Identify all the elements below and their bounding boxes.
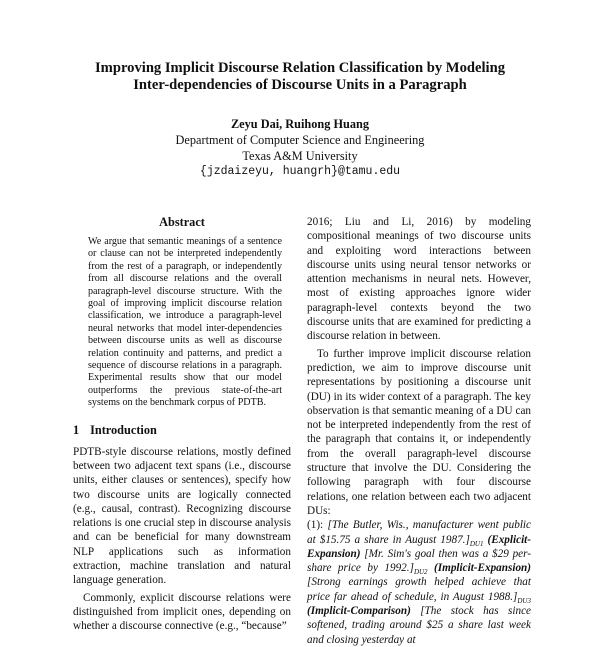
example-relation-2: (Implicit-Expansion) (434, 562, 531, 575)
example-label: (1): (307, 519, 324, 532)
section-number: 1 (73, 422, 80, 437)
abstract-text: We argue that semantic meanings of a sentence or clause can not be interpreted independently from the rest of a paragraph, or independently from all discourse relations and the overall paragraph-level discourse structure. With the goal of improving implicit discourse relation classification, we introduce a paragraph-level neural networks that model inter-dependencies between discourse units as well as discourse relation continuity and patterns, and predict a sequence of discourse relations in a paragraph. Experimental results show that our model outperforms the previous state-of-the-art systems on the benchmark corpus of PDTB. (88, 236, 282, 409)
right-paragraph-2: To further improve implicit discourse relation prediction, we aim to improve discourse unit representations by positioning a discourse unit (DU) in its wider context of a paragraph. The key observation is that semantic meaning of a DU can not be interpreted independently from the rest of the paragraph that contains it, or independently from the overall paragraph-level discourse structure that involve the DU. Considering the following paragraph with four discourse relations, one relation between each two adjacent DUs: (307, 347, 531, 517)
abstract-heading: Abstract (159, 215, 205, 229)
author-names: Zeyu Dai, Ruihong Huang (230, 117, 370, 131)
example-paragraph (307, 518, 531, 647)
author-university: Texas A&M University (242, 148, 358, 163)
du1-subscript: DU1 (469, 539, 484, 548)
intro-paragraph-1: PDTB-style discourse relations, mostly defined between two adjacent text spans (i.e., discourse units, either clauses or sentences), specify how two discourse units are logically connected (e.g., causal, contrast). Recognizing discourse relations is one crucial step in discourse analysis and can be beneficial for many downstream NLP applications such as information extraction, machine translation and natural language generation. (73, 445, 291, 587)
example-relation-1: (Explicit-Expansion) (307, 533, 532, 560)
intro-paragraph-2: Commonly, explicit discourse relations were distinguished from implicit ones, depending on whether a discourse connective (e.g., “because” (73, 591, 291, 633)
right-paragraph-1: 2016; Liu and Li, 2016) by modeling compositional meanings of two discourse units and exploiting word interactions between discourse units using neural tensor networks or attention mechanisms in neural nets. However, most of existing approaches ignore wider paragraph-level contexts beyond the two discourse units that are examined for predicting a discourse relation in between. (307, 216, 531, 343)
du2-subscript: DU2 (413, 568, 428, 577)
title-line-1: Improving Implicit Discourse Relation Classification by Modeling (95, 60, 505, 76)
section-title: Introduction (90, 422, 157, 437)
left-column (73, 215, 291, 634)
example-du2: [Mr. Sim's goal then was a $29 per-share price by 1992.] (307, 547, 531, 575)
author-email: {jzdaizeyu, huangrh}@tamu.edu (199, 165, 401, 179)
author-block (100, 117, 500, 180)
example-relation-3: (Implicit-Comparison) (307, 605, 411, 618)
du3-subscript: DU3 (517, 596, 531, 605)
example-du4: [The stock has since softened, trading around $25 a share last week and closing yesterday at (307, 605, 532, 646)
example-du3: [Strong earnings growth helped achieve that price far ahead of schedule, in August 1988.] (307, 576, 531, 603)
introduction-body (73, 445, 291, 634)
section-heading-introduction (73, 422, 291, 438)
title-line-2: Inter-dependencies of Discourse Units in a Paragraph (133, 77, 467, 93)
right-column (307, 215, 531, 647)
author-department: Department of Computer Science and Engineering (175, 132, 425, 147)
example-du1: [The Butler, Wis., manufacturer went public at $15.75 a share in August 1987.] (307, 519, 531, 546)
paper-title (60, 60, 540, 94)
